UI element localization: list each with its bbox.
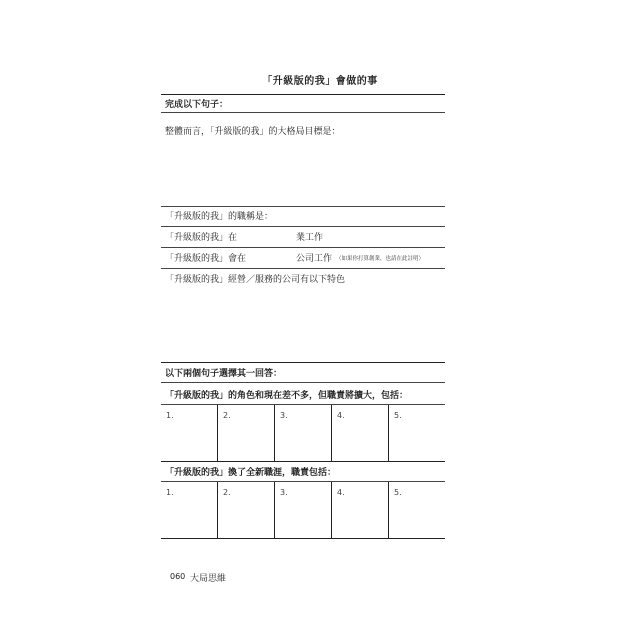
page-number: 060: [170, 572, 186, 581]
grid-a-cell-5: [388, 405, 445, 461]
responsibility-grid-a: [161, 405, 445, 462]
rule-after-job-title: [161, 226, 445, 227]
grid-a-label-5: 5.: [394, 411, 402, 420]
grid-a-label-2: 2.: [223, 411, 231, 420]
job-title-prompt: 「升級版的我」的職稱是：: [165, 212, 274, 222]
rule-top: [161, 94, 445, 95]
company-prompt: 「升級版的我」會在: [165, 254, 247, 264]
overall-goal-prompt: 整體而言，「升級版的我」的大格局目標是：: [165, 127, 341, 137]
section1-heading: 完成以下句子：: [165, 100, 229, 110]
grid-a-cell-3: [274, 405, 331, 461]
grid-a-cell-4: [331, 405, 388, 461]
rule-section2-top: [161, 362, 445, 363]
rule-before-job-title: [161, 206, 445, 207]
grid-a-label-1: 1.: [166, 411, 174, 420]
grid-a-label-4: 4.: [337, 411, 345, 420]
grid-b-cell-2: [217, 482, 274, 538]
grid-b-label-2: 2.: [223, 488, 231, 497]
grid-a-label-3: 3.: [280, 411, 288, 420]
grid-b-label-1: 1.: [166, 488, 174, 497]
industry-prompt: 「升級版的我」在: [165, 233, 238, 243]
industry-suffix: 業工作: [296, 233, 324, 243]
responsibility-grid-b: [161, 482, 445, 539]
company-features-prompt: 「升級版的我」經營／服務的公司有以下特色: [165, 275, 346, 285]
grid-a-cell-2: [217, 405, 274, 461]
rule-after-company: [161, 268, 445, 269]
company-note: （如果你打算創業，也請在此註明）: [336, 256, 425, 262]
grid-b-label-3: 3.: [280, 488, 288, 497]
grid-b-cell-3: [274, 482, 331, 538]
section2-heading: 以下兩個句子選擇其一回答：: [165, 369, 283, 379]
page-title: 「升級版的我」會做的事: [262, 76, 378, 87]
option-a-prompt: 「升級版的我」的角色和現在差不多，但職責將擴大，包括：: [165, 391, 409, 401]
rule-under-section2-heading: [161, 382, 445, 383]
company-suffix: 公司工作: [296, 254, 333, 264]
grid-b-cell-1: [161, 482, 217, 538]
grid-b-label-5: 5.: [394, 488, 402, 497]
grid-b-cell-5: [388, 482, 445, 538]
rule-under-heading: [161, 112, 445, 113]
running-title: 大局思維: [190, 574, 227, 584]
option-b-prompt: 「升級版的我」換了全新職涯，職責包括：: [165, 468, 337, 478]
rule-after-industry: [161, 247, 445, 248]
grid-b-cell-4: [331, 482, 388, 538]
grid-a-cell-1: [161, 405, 217, 461]
grid-b-label-4: 4.: [337, 488, 345, 497]
